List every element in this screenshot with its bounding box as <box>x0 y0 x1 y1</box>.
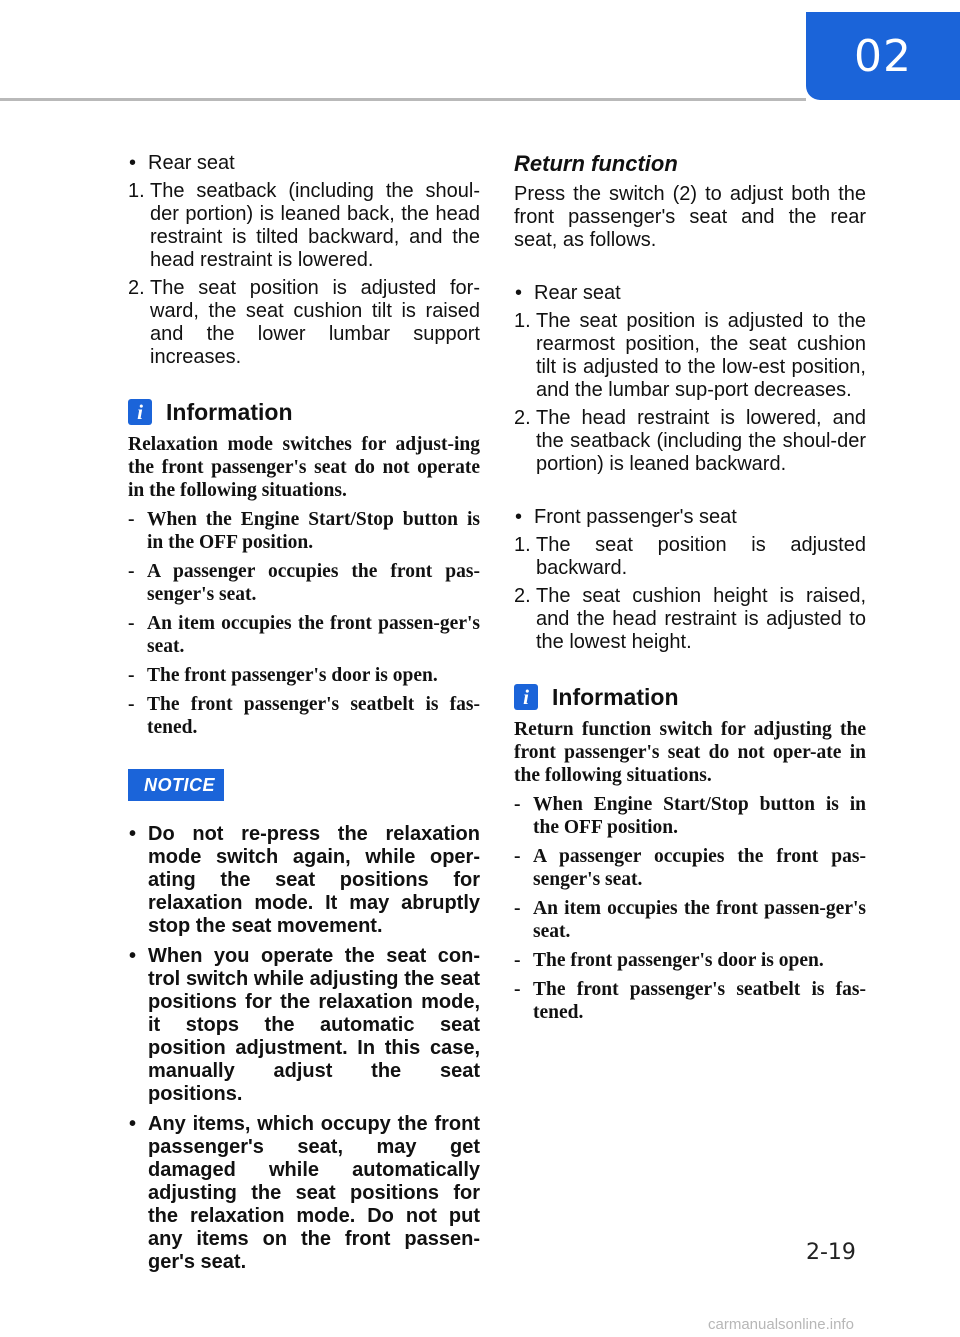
list-item: 2. The head restraint is lowered, and the seatback (including the shoul-der portion) is leaned backward. <box>514 407 866 475</box>
rear-seat-bullet: • Rear seat <box>514 282 866 305</box>
info-icon: i <box>514 684 538 710</box>
notice-badge: NOTICE <box>128 769 224 801</box>
info-item: - An item occupies the front passen-ger's seat. <box>128 613 480 657</box>
info-icon: i <box>128 399 152 425</box>
section-title: Return function <box>514 151 678 176</box>
notice-item: • When you operate the seat con-trol switch while adjusting the seat positions for the relaxation mode, it stops the automatic seat position adjustment. In this case, manually adjust the seat positions. <box>128 945 480 1106</box>
list-item: 1. The seat position is adjusted to the rearmost position, the seat cushion tilt is adjusted to the low-est position, and the lumbar sup-port decreases. <box>514 310 866 401</box>
info-item: - When the Engine Start/Stop button is in the OFF position. <box>128 509 480 553</box>
chapter-tab: 02 <box>806 12 960 100</box>
rear-seat-bullet: • Rear seat <box>128 152 480 175</box>
right-column <box>514 152 866 1024</box>
info-item: - An item occupies the front passen-ger's seat. <box>514 898 866 942</box>
notice-item: • Do not re-press the relaxation mode switch again, while oper-ating the seat positions for relaxation mode. It may abruptly stop the seat movement. <box>128 823 480 938</box>
info-item: - The front passenger's seatbelt is fas-tened. <box>514 979 866 1023</box>
notice-item: • Any items, which occupy the front passenger's seat, may get damaged while automatically adjusting the seat positions for the relaxation mode. Do not put any items on the front passen-ger's seat. <box>128 1113 480 1274</box>
info-item: - The front passenger's door is open. <box>514 950 824 971</box>
information-heading: i Information <box>514 684 866 710</box>
information-heading: i Information <box>128 399 480 425</box>
list-item: 1. The seat position is adjusted backward. <box>514 534 866 579</box>
watermark: carmanualsonline.info <box>708 1316 854 1333</box>
info-item: - A passenger occupies the front pas-senger's seat. <box>128 561 480 605</box>
list-item: 2. The seat position is adjusted for-ward, the seat cushion tilt is raised and the lower lumbar support increases. <box>128 277 480 368</box>
info-item: - The front passenger's seatbelt is fas-tened. <box>128 694 480 738</box>
info-item: - When Engine Start/Stop button is in the OFF position. <box>514 794 866 838</box>
info-item: - The front passenger's door is open. <box>128 665 438 686</box>
left-column <box>128 152 480 1274</box>
notice-box <box>128 769 480 801</box>
page-number: 2-19 <box>806 1240 856 1265</box>
intro-text: Press the switch (2) to adjust both the front passenger's seat and the rear seat, as follows. <box>514 183 866 251</box>
info-item: - A passenger occupies the front pas-senger's seat. <box>514 846 866 890</box>
front-seat-bullet: • Front passenger's seat <box>514 506 866 529</box>
header-rule <box>0 98 806 101</box>
list-item: 1. The seatback (including the shoul-der portion) is leaned back, the head restraint is tilted backward, and the head restraint is lowered. <box>128 180 480 271</box>
info-text: Relaxation mode switches for adjust-ing the front passenger's seat do not operate in the following situations. <box>128 434 480 501</box>
info-text: Return function switch for adjusting the front passenger's seat do not oper-ate in the following situations. <box>514 719 866 786</box>
list-item: 2. The seat cushion height is raised, and the head restraint is adjusted to the lowest height. <box>514 585 866 653</box>
